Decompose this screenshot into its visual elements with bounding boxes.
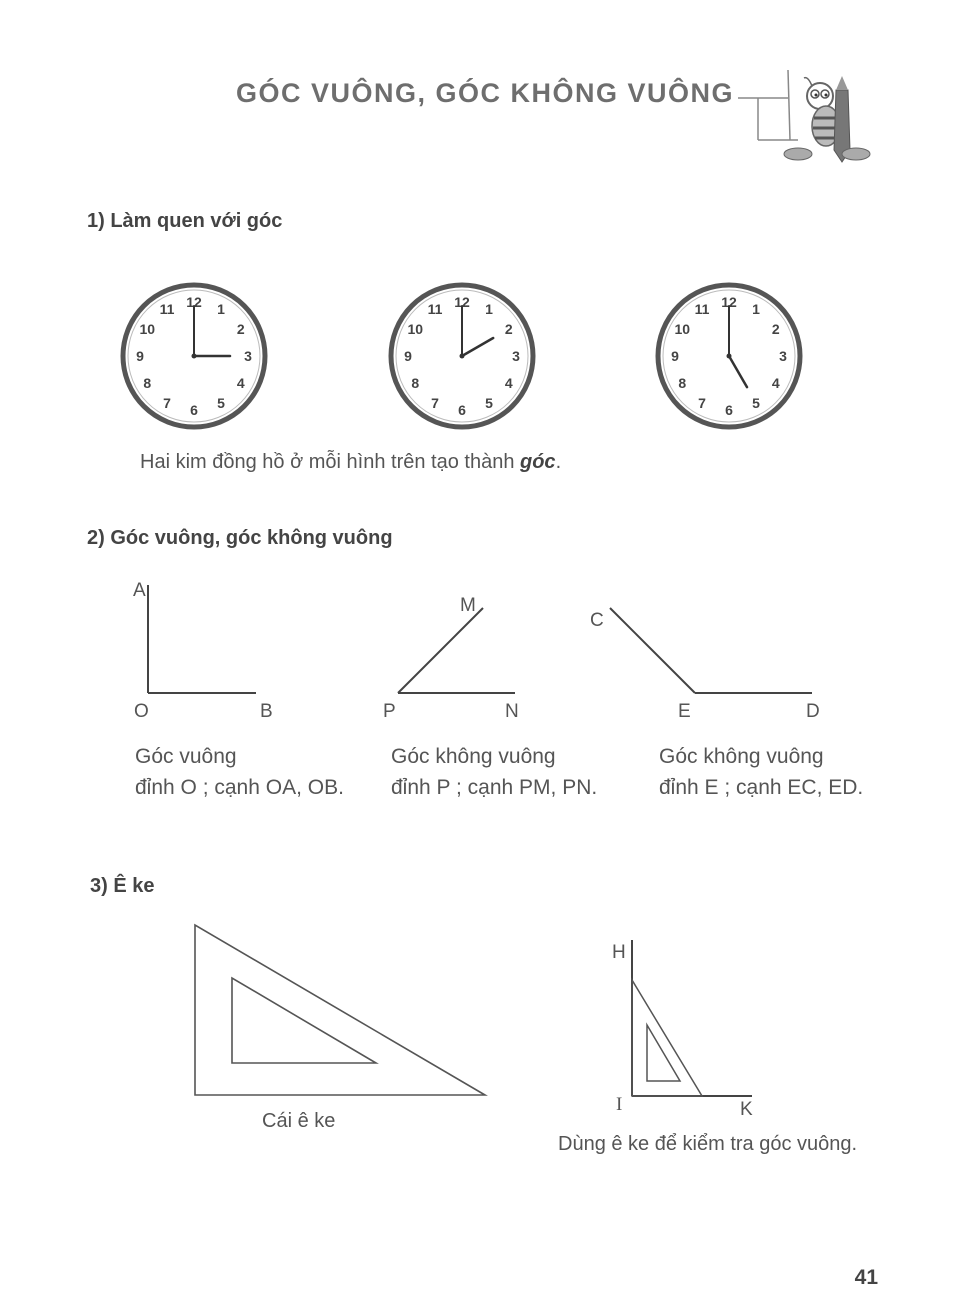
angle-detail: đỉnh O ; cạnh OA, OB. (135, 776, 344, 799)
clock-number: 8 (411, 375, 420, 391)
clock-number: 1 (217, 301, 225, 318)
clock-number: 4 (504, 375, 513, 391)
section-heading-1: 1) Làm quen với góc (87, 210, 283, 232)
angle-detail: đỉnh P ; cạnh PM, PN. (391, 776, 598, 799)
clock-number: 12 (454, 294, 470, 310)
vertex-label-b: B (260, 701, 273, 722)
angle-detail: đỉnh E ; cạnh EC, ED. (659, 776, 864, 799)
clock-number: 9 (404, 348, 412, 364)
clock-number: 5 (217, 394, 225, 411)
vertex-label-m: M (460, 595, 476, 616)
clock-number: 9 (136, 348, 144, 364)
clock-number: 10 (407, 321, 424, 337)
clock-number: 8 (143, 375, 152, 391)
clock-caption-emphasis: góc (520, 451, 556, 473)
angle-name: Góc vuông (135, 745, 237, 768)
clock-number: 2 (771, 321, 780, 337)
clock-number: 5 (485, 394, 493, 411)
clock-number: 3 (512, 348, 520, 364)
page-number: 41 (854, 1266, 878, 1289)
vertex-label-k: K (740, 1099, 753, 1120)
clock-number: 6 (458, 402, 466, 418)
vertex-label-d: D (806, 701, 820, 722)
set-square-check-caption: Dùng ê ke để kiểm tra góc vuông. (558, 1133, 858, 1155)
clock-number: 8 (678, 375, 687, 391)
page-title: GÓC VUÔNG, GÓC KHÔNG VUÔNG (236, 78, 735, 108)
vertex-label-o: O (134, 701, 149, 722)
clock-number: 7 (431, 394, 439, 411)
clock-number: 4 (771, 375, 780, 391)
clock-number: 6 (190, 402, 198, 418)
section-heading-3: 3) Ê ke (90, 875, 155, 897)
clock-number: 9 (671, 348, 679, 364)
clock-number: 2 (504, 321, 513, 337)
clock-number: 4 (236, 375, 245, 391)
angle-name: Góc không vuông (659, 745, 824, 768)
vertex-label-h: H (612, 942, 626, 963)
clock-number: 7 (698, 394, 706, 411)
vertex-label-i: I (616, 1094, 623, 1115)
section-heading-2: 2) Góc vuông, góc không vuông (87, 527, 393, 549)
clock-number: 2 (236, 321, 245, 337)
clock-number: 12 (186, 294, 202, 310)
clock-number: 10 (139, 321, 156, 337)
clock-number: 7 (163, 394, 171, 411)
clock-caption-text: Hai kim đồng hồ ở mỗi hình trên tạo thành (140, 451, 520, 473)
clock-number: 11 (427, 301, 443, 318)
clock-number: 6 (725, 402, 733, 418)
clock-number: 11 (694, 301, 710, 318)
vertex-label-p: P (383, 701, 396, 722)
clock-number: 5 (752, 394, 760, 411)
vertex-label-e: E (678, 701, 691, 722)
vertex-label-a: A (133, 580, 146, 601)
set-square-caption: Cái ê ke (262, 1110, 336, 1132)
clock-number: 12 (721, 294, 737, 310)
angle-name: Góc không vuông (391, 745, 556, 768)
clock-number: 10 (674, 321, 691, 337)
clock-number: 1 (485, 301, 493, 318)
clock-caption-end: . (555, 451, 562, 473)
clock-number: 3 (779, 348, 787, 364)
vertex-label-n: N (505, 701, 519, 722)
clock-number: 3 (244, 348, 252, 364)
vertex-label-c: C (590, 610, 604, 631)
clock-number: 11 (159, 301, 175, 318)
clock-number: 1 (752, 301, 760, 318)
